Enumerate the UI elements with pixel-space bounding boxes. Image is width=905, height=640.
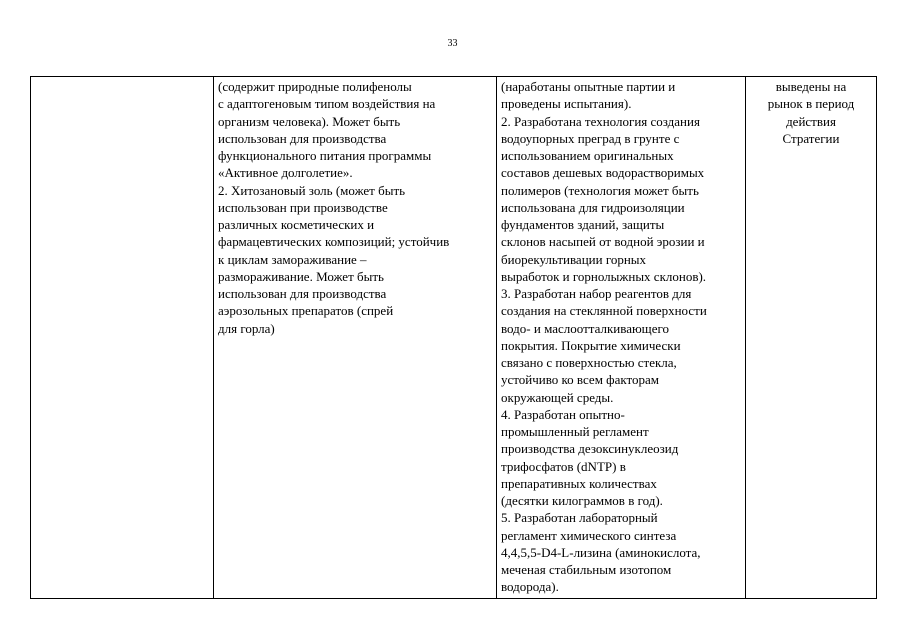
document-table [30, 76, 877, 599]
text-line: рынок в период [767, 96, 855, 112]
text-line: устойчиво ко всем факторам [501, 372, 660, 388]
table-cell-empty [31, 77, 214, 599]
text-line: регламент химического синтеза [501, 527, 677, 543]
text-line: производства дезоксинуклеозид [501, 441, 679, 457]
text-line: «Активное долголетие». [218, 165, 353, 181]
text-line: использован для производства [218, 130, 387, 146]
text-line: проведены испытания). [501, 96, 632, 112]
text-line: фармацевтических композиций; устойчив [218, 234, 450, 250]
text-line: использована для гидроизоляции [501, 199, 685, 215]
text-line: 2. Хитозановый золь (может быть [218, 182, 406, 198]
text-line: использованием оригинальных [501, 148, 674, 163]
market-timing-cell [746, 77, 877, 599]
text-line: (десятки килограммов в год). [501, 493, 663, 508]
table-row [31, 77, 877, 599]
text-line: связано с поверхностью стекла, [501, 355, 677, 370]
text-line: трифосфатов (dNTP) в [501, 458, 626, 474]
text-line: 2. Разработана технология создания [501, 113, 700, 129]
text-line: меченая стабильным изотопом [501, 562, 672, 577]
text-line: (наработаны опытные партии и [501, 79, 676, 94]
text-line: склонов насыпей от водной эрозии и [501, 234, 705, 250]
text-line: препаративных количествах [501, 475, 657, 491]
text-line: промышленный регламент [501, 424, 649, 439]
text-line: покрытия. Покрытие химически [501, 337, 681, 353]
text-line: составов дешевых водорастворимых [501, 165, 705, 181]
text-line: организм человека). Может быть [218, 113, 401, 129]
text-line: полимеров (технология может быть [501, 182, 699, 198]
text-line: выработок и горнолыжных склонов). [501, 268, 707, 284]
text-line: 4. Разработан опытно- [501, 406, 625, 422]
text-line: окружающей среды. [501, 389, 614, 405]
text-line: действия [786, 113, 836, 129]
text-line: 5. Разработан лабораторный [501, 510, 658, 526]
text-line: Стратегии [782, 130, 840, 146]
developments-cell [497, 77, 746, 599]
text-line: функционального питания программы [218, 148, 432, 163]
text-line: различных косметических и [218, 217, 375, 232]
text-line: водорода). [501, 579, 559, 595]
text-line: для горла) [218, 320, 275, 336]
product-description-cell [214, 77, 497, 599]
text-line: с адаптогеновым типом воздействия на [218, 96, 436, 112]
text-line: фундаментов зданий, защиты [501, 217, 665, 232]
text-line: к циклам замораживание – [218, 251, 367, 267]
text-line: водоупорных преград в грунте с [501, 130, 680, 146]
page-number: 33 [447, 38, 458, 49]
text-line: выведены на [775, 79, 847, 94]
text-line: использован при производстве [218, 199, 388, 215]
text-line: водо- и маслоотталкивающего [501, 320, 669, 336]
text-line: создания на стеклянной поверхности [501, 303, 707, 319]
text-line: 3. Разработан набор реагентов для [501, 286, 692, 301]
text-line: 4,4,5,5-D4-L-лизина (аминокислота, [501, 544, 701, 560]
text-line: (содержит природные полифенолы [218, 79, 412, 94]
text-line: использован для производства [218, 286, 387, 301]
text-line: биорекультивации горных [501, 251, 647, 267]
text-line: аэрозольных препаратов (спрей [218, 303, 394, 319]
text-line: размораживание. Может быть [218, 268, 384, 284]
